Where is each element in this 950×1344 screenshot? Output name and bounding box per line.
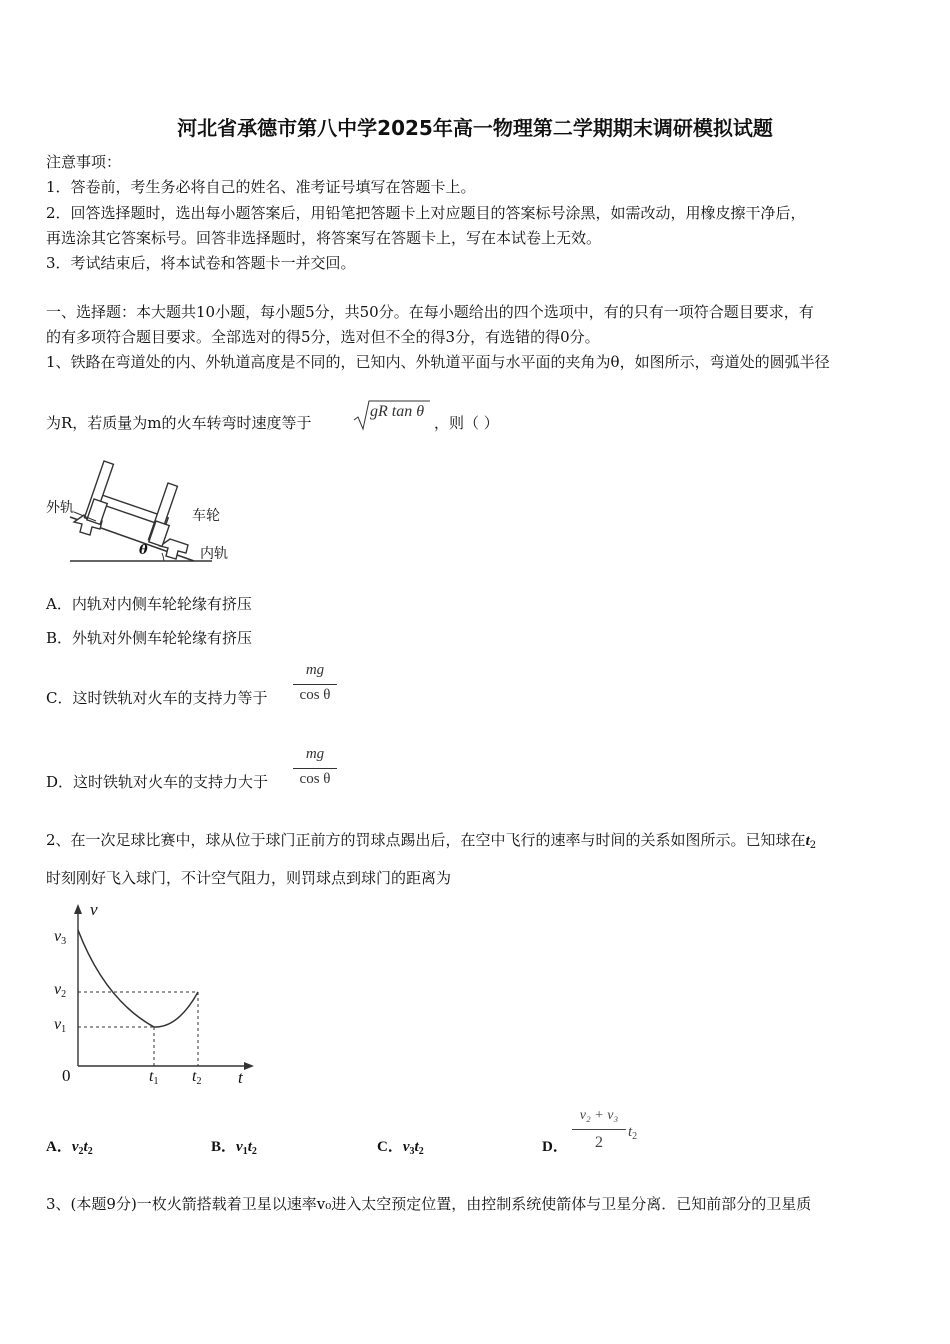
notice-item-3: 3．考试结束后，将本试卷和答题卡一并交回。: [46, 254, 356, 272]
q1-stem-line-1: 1、铁路在弯道处的内、外轨道高度是不同的，已知内、外轨道平面与水平面的夹角为θ，如图所示，弯道处的圆弧半径: [46, 353, 830, 371]
label-inner-rail: 内轨: [200, 546, 228, 562]
q1-option-d[interactable]: D．这时铁轨对火车的支持力大于: [46, 773, 269, 791]
q2-option-a[interactable]: A．$v_2t_2$: [46, 1139, 93, 1157]
notice-item-2: 2．回答选择题时，选出每小题答案后，用铅笔把答题卡上对应题目的答案标号涂黑，如需改动，用橡皮擦干净后，: [46, 204, 806, 222]
y-axis-label: v: [90, 900, 98, 919]
q2-option-c[interactable]: C．$v_3t_2$: [377, 1139, 424, 1157]
q2-option-d-expression: [572, 1108, 652, 1156]
t1-tick-label: $t_1$: [149, 1068, 159, 1087]
q1-stem-line-2-prefix: 为R，若质量为m的火车转弯时速度等于: [46, 414, 312, 432]
q1-option-d-fraction: [293, 746, 337, 792]
q1-stem-line-2-suffix: ，则（ ）: [434, 414, 499, 432]
q2-stem-text: 2、在一次足球比赛中，球从位于球门正前方的罚球点踢出后，在空中飞行的速率与时间的关系如图所示。已知球在: [46, 831, 806, 849]
t2-tick-label: $t_2$: [192, 1068, 202, 1087]
q2-stem-var-sub: 2: [809, 840, 817, 851]
q2-vt-graph: [50, 900, 260, 1090]
label-wheel: 车轮: [192, 508, 220, 524]
fraction-numerator: mg: [305, 662, 325, 678]
q1-option-b[interactable]: B．外轨对外侧车轮轮缘有挤压: [46, 629, 253, 647]
q1-option-a[interactable]: A．内轨对内侧车轮轮缘有挤压: [46, 595, 252, 613]
notice-heading: 注意事项：: [46, 153, 122, 171]
q2-stem-var: t: [805, 833, 810, 849]
fraction-denominator: cos θ: [299, 771, 331, 787]
q1-option-c[interactable]: C．这时铁轨对火车的支持力等于: [46, 689, 268, 707]
sqrt-radicand: gR tan θ: [370, 403, 425, 420]
fraction-numerator: mg: [305, 746, 325, 762]
notice-item-2-cont: 再选涂其它答案标号。回答非选择题时，将答案写在答题卡上，写在本试卷上无效。: [46, 229, 602, 247]
q1-sqrt-expression: [352, 398, 432, 432]
fraction-bar: [293, 684, 337, 685]
d-numerator: v₂ + v₃: [579, 1108, 619, 1123]
origin-label: 0: [62, 1066, 71, 1085]
notice-item-1: 1．答卷前，考生务必将自己的姓名、准考证号填写在答题卡上。: [46, 178, 476, 196]
vt-graph-svg: [50, 900, 260, 1090]
q1-rail-figure: [44, 455, 244, 567]
fraction-denominator: cos θ: [299, 687, 331, 703]
d-denominator: 2: [595, 1134, 603, 1151]
q2-stem-line-1: [46, 830, 816, 856]
y-axis-arrow-icon: [74, 904, 82, 914]
q1-option-c-fraction: [293, 662, 337, 708]
speed-curve: [78, 930, 198, 1027]
v1-tick-label: $v_1$: [54, 1016, 67, 1035]
v2-tick-label: $v_2$: [54, 981, 67, 1000]
d-t-factor: $t_2$: [628, 1124, 638, 1142]
x-axis-label: t: [238, 1068, 243, 1087]
q2-stem-line-2: 时刻刚好飞入球门，不计空气阻力，则罚球点到球门的距离为: [46, 869, 452, 887]
label-theta: θ: [139, 543, 148, 558]
q3-stem-line-1: 3、(本题9分)一枚火箭搭载着卫星以速率v₀进入太空预定位置，由控制系统使箭体与卫星分离．已知前部分的卫星质: [46, 1195, 812, 1213]
section-intro-line-1: 一、选择题：本大题共10小题，每小题5分，共50分。在每小题给出的四个选项中，有的只有一项符合题目要求，有: [46, 303, 814, 321]
q2-option-b[interactable]: B．$v_1t_2$: [211, 1139, 257, 1157]
v3-tick-label: $v_3$: [54, 928, 67, 947]
fraction-bar: [293, 768, 337, 769]
d-fraction-bar: [572, 1129, 626, 1130]
label-outer-rail: 外轨: [46, 500, 74, 516]
q2-option-d[interactable]: D．: [542, 1139, 568, 1155]
x-axis-arrow-icon: [244, 1062, 254, 1070]
page-title: 河北省承德市第八中学2025年高一物理第二学期期末调研模拟试题: [177, 116, 773, 140]
section-intro-line-2: 的有多项符合题目要求。全部选对的得5分，选对但不全的得3分，有选错的得0分。: [46, 328, 600, 346]
